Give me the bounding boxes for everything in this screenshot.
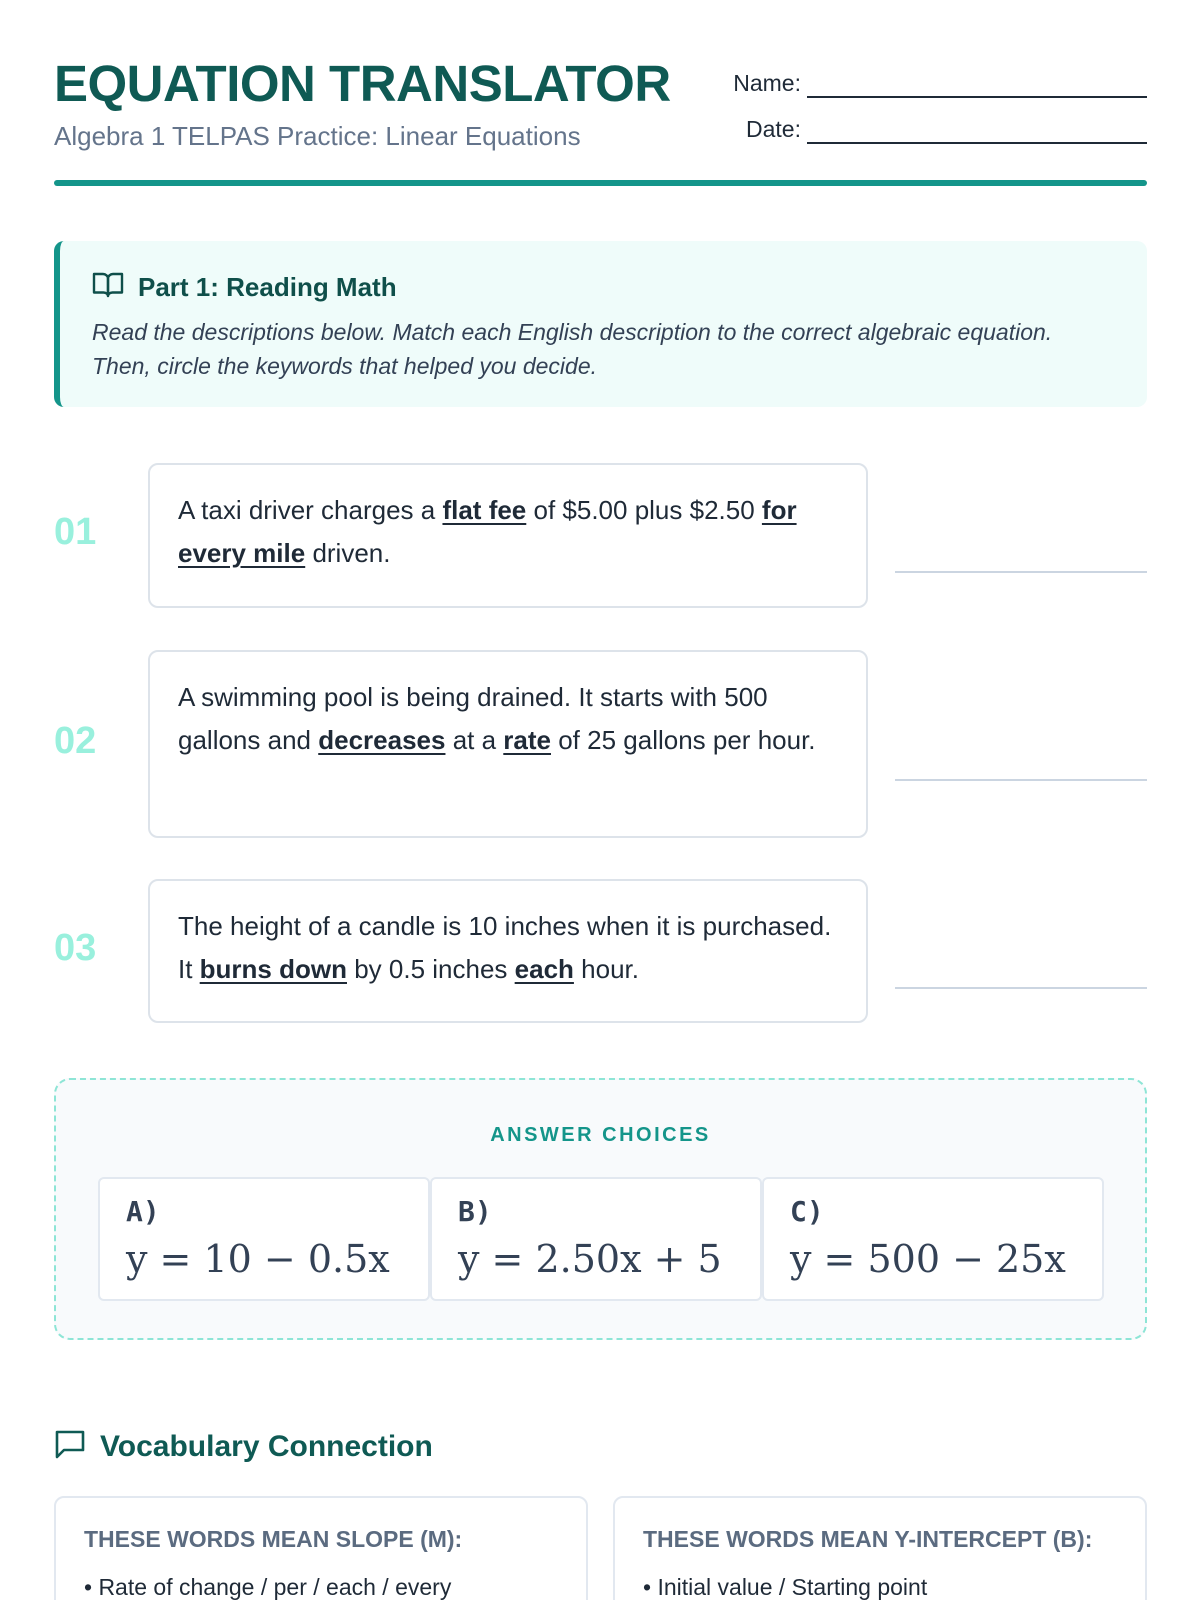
part1-instructions: Read the descriptions below. Match each English description to the correct algebraic equation. Then, circle the keywords that helped you decide. xyxy=(92,319,1053,379)
page-title: EQUATION TRANSLATOR xyxy=(54,55,671,112)
question-text: by 0.5 inches xyxy=(347,954,515,984)
answer-choices-title: ANSWER CHOICES xyxy=(490,1124,711,1146)
keyword[interactable]: rate xyxy=(503,725,551,755)
vocab-heading xyxy=(54,1428,433,1465)
question-card xyxy=(148,879,868,1023)
keyword[interactable]: for every mile xyxy=(178,495,797,568)
question-text: driven. xyxy=(305,538,391,568)
question-text: The height of a candle is 10 inches when it is purchased. It xyxy=(178,911,832,984)
choice-equation: y = 500 − 25x xyxy=(790,1237,1066,1281)
question-text: A swimming pool is being drained. It starts with 500 gallons and xyxy=(178,682,768,755)
answer-choices-panel xyxy=(54,1078,1147,1340)
question-text: hour. xyxy=(573,954,639,984)
question-text: at a xyxy=(445,725,504,755)
question-card xyxy=(148,463,868,608)
question-number: 02 xyxy=(54,720,97,762)
part1-title: Part 1: Reading Math xyxy=(138,272,397,302)
book-open-icon xyxy=(92,271,124,304)
keyword[interactable]: decreases xyxy=(318,725,446,755)
answer-choice-c[interactable] xyxy=(762,1177,1104,1301)
date-line[interactable] xyxy=(807,142,1147,144)
slope-vocab-title: THESE WORDS MEAN SLOPE (M): xyxy=(84,1526,463,1552)
intercept-vocab-title: THESE WORDS MEAN Y-INTERCEPT (B): xyxy=(643,1526,1093,1552)
intercept-vocab-item: • Initial value / Starting point xyxy=(643,1574,928,1600)
question-text: of $5.00 plus $2.50 xyxy=(526,495,762,525)
answer-choice-b[interactable] xyxy=(430,1177,762,1301)
keyword[interactable]: each xyxy=(514,954,574,984)
choice-equation: y = 10 − 0.5x xyxy=(126,1237,390,1281)
choice-letter: C) xyxy=(790,1195,824,1228)
question-number: 01 xyxy=(54,511,97,553)
choice-letter: A) xyxy=(126,1195,160,1228)
intercept-vocab-card xyxy=(613,1496,1147,1600)
slope-vocab-card xyxy=(54,1496,588,1600)
worksheet-page xyxy=(54,0,1147,1600)
answer-choice-a[interactable] xyxy=(98,1177,430,1301)
part1-heading xyxy=(92,271,397,304)
question-number: 03 xyxy=(54,927,97,969)
choice-equation: y = 2.50x + 5 xyxy=(458,1237,722,1281)
question-text: of 25 gallons per hour. xyxy=(551,725,816,755)
vocab-title: Vocabulary Connection xyxy=(100,1429,433,1463)
keyword[interactable]: burns down xyxy=(199,954,347,984)
answer-blank[interactable] xyxy=(895,987,1147,989)
answer-blank[interactable] xyxy=(895,571,1147,573)
header-divider xyxy=(54,180,1147,186)
worksheet-header xyxy=(54,56,1147,186)
question-card xyxy=(148,650,868,838)
choice-letter: B) xyxy=(458,1195,492,1228)
part1-instructions-box xyxy=(54,241,1147,407)
name-field[interactable] xyxy=(727,66,1147,100)
name-label: Name: xyxy=(733,70,801,96)
chat-square-icon xyxy=(54,1428,86,1465)
question-text: A taxi driver charges a xyxy=(178,495,443,525)
slope-vocab-item: • Rate of change / per / each / every xyxy=(84,1574,452,1600)
answer-blank[interactable] xyxy=(895,779,1147,781)
date-label: Date: xyxy=(746,116,801,142)
keyword[interactable]: flat fee xyxy=(442,495,527,525)
name-line[interactable] xyxy=(807,96,1147,98)
page-subtitle: Algebra 1 TELPAS Practice: Linear Equations xyxy=(54,121,581,151)
date-field[interactable] xyxy=(727,112,1147,146)
